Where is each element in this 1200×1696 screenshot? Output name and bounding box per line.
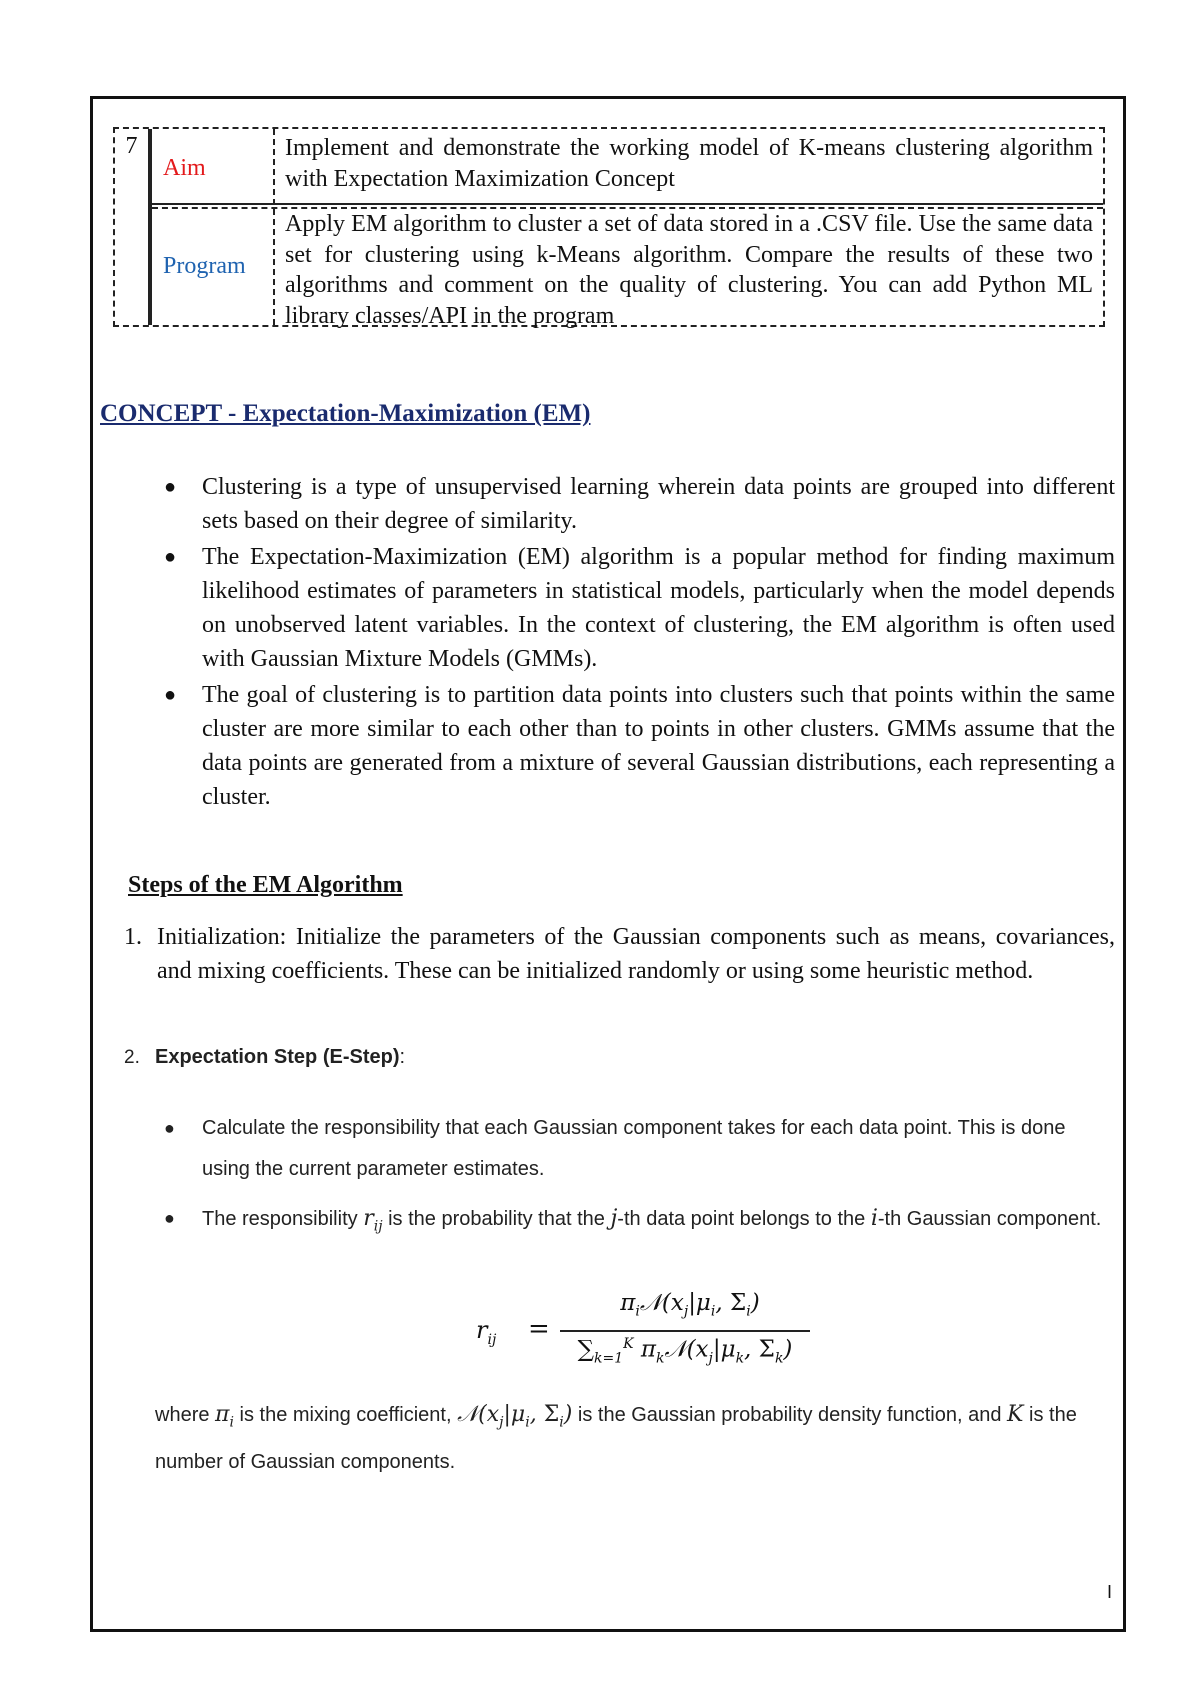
estep-bullet-list bbox=[160, 1108, 1115, 1255]
formula-equals: = bbox=[528, 1314, 550, 1344]
bullet-icon: ● bbox=[164, 546, 177, 568]
bullet-icon: ● bbox=[164, 684, 177, 706]
formula-numerator: $\pi_i𝒩(x_j|\mu_i$, $\Sigma_i$) bbox=[620, 1290, 760, 1320]
list-item bbox=[160, 540, 1115, 676]
list-item-text: is the probability that the bbox=[382, 1208, 611, 1230]
math-pi-i: $\pi_i$ bbox=[215, 1402, 234, 1431]
list-item-text: -th Gaussian component. bbox=[877, 1208, 1102, 1230]
explanation-text: where bbox=[155, 1404, 216, 1426]
list-item-text: -th data point belongs to the bbox=[617, 1208, 871, 1230]
concept-bullet-list bbox=[160, 470, 1115, 816]
bullet-icon: ● bbox=[164, 1208, 175, 1228]
step-title: Expectation Step (E-Step) bbox=[155, 1046, 400, 1068]
step-expectation bbox=[124, 1046, 405, 1069]
formula-lhs: $r_{ij}$ bbox=[476, 1316, 497, 1348]
explanation-text: is the mixing coefficient, bbox=[233, 1404, 458, 1426]
program-text: Apply EM algorithm to cluster a set of data stored in a .CSV file. Use the same data set for clustering using k-Means algorithm. Compare the results of these two algorithms and comment on the quality of clustering. You can add Python ML library classes/API in the program bbox=[285, 211, 1093, 329]
list-item-text: The Expectation-Maximization (EM) algorithm is a popular method for finding maximum likelihood estimates of parameters in statistical models, particularly when the model depends on unobserved latent variables. In the context of clustering, the EM algorithm is often used with Gaussian Mixture Models (GMMs). bbox=[202, 544, 1115, 672]
program-label: Program bbox=[163, 253, 246, 279]
math-i: i bbox=[870, 1206, 878, 1231]
responsibility-formula bbox=[470, 1290, 810, 1376]
step-text: Initialization: Initialize the parameters of the Gaussian components such as means, covariances, and mixing coefficients. These can be initialized randomly or using some heuristic method. bbox=[157, 924, 1115, 984]
steps-heading: Steps of the EM Algorithm bbox=[128, 872, 403, 898]
step-initialization bbox=[124, 920, 1115, 988]
step-number: 1. bbox=[124, 924, 142, 950]
aim-label: Aim bbox=[163, 155, 206, 181]
list-item-text: Clustering is a type of unsupervised learning wherein data points are grouped into different sets based on their degree of similarity. bbox=[202, 474, 1115, 534]
header-table bbox=[113, 127, 1105, 327]
math-j: j bbox=[610, 1206, 618, 1231]
formula-denominator: $\sum_{k=1}^K$ $\pi_k𝒩(x_j|\mu_k$, $\Sigma_k$) bbox=[577, 1336, 793, 1367]
concept-heading: CONCEPT - Expectation-Maximization (EM) bbox=[100, 400, 591, 427]
list-item-text: The responsibility bbox=[202, 1208, 364, 1230]
list-item bbox=[160, 470, 1115, 538]
math-gaussian: $𝒩(x_j|\mu_i$, $\Sigma_i$) bbox=[457, 1402, 573, 1431]
list-item bbox=[160, 1108, 1115, 1190]
list-item-text: The goal of clustering is to partition data points into clusters such that points within the same cluster are more similar to each other than to points in other clusters. GMMs assume that the data points are generated from a mixture of several Gaussian distributions, each representing a cluster. bbox=[202, 682, 1115, 810]
explanation-text: is the Gaussian probability density function, and bbox=[572, 1404, 1008, 1426]
column-divider bbox=[273, 129, 275, 325]
step-number: 2. bbox=[124, 1047, 140, 1068]
experiment-number: 7 bbox=[125, 133, 138, 159]
explanation-text: is the number of Gaussian components. bbox=[155, 1404, 1077, 1474]
list-item-text: Calculate the responsibility that each Gaussian component takes for each data point. This is done using the current parameter estimates. bbox=[202, 1117, 1066, 1180]
aim-text: Implement and demonstrate the working model of K-means clustering algorithm with Expectation Maximization Concept bbox=[285, 135, 1093, 192]
math-k: K bbox=[1007, 1402, 1024, 1427]
formula-explanation bbox=[155, 1395, 1115, 1482]
bullet-icon: ● bbox=[164, 1118, 175, 1138]
list-item bbox=[160, 678, 1115, 814]
fraction-bar bbox=[560, 1330, 810, 1332]
step-colon: : bbox=[399, 1046, 406, 1068]
math-r-ij: $r_{ij}$ bbox=[363, 1206, 383, 1235]
page-number: I bbox=[1107, 1582, 1113, 1602]
list-item bbox=[160, 1198, 1115, 1247]
bullet-icon: ● bbox=[164, 476, 177, 498]
